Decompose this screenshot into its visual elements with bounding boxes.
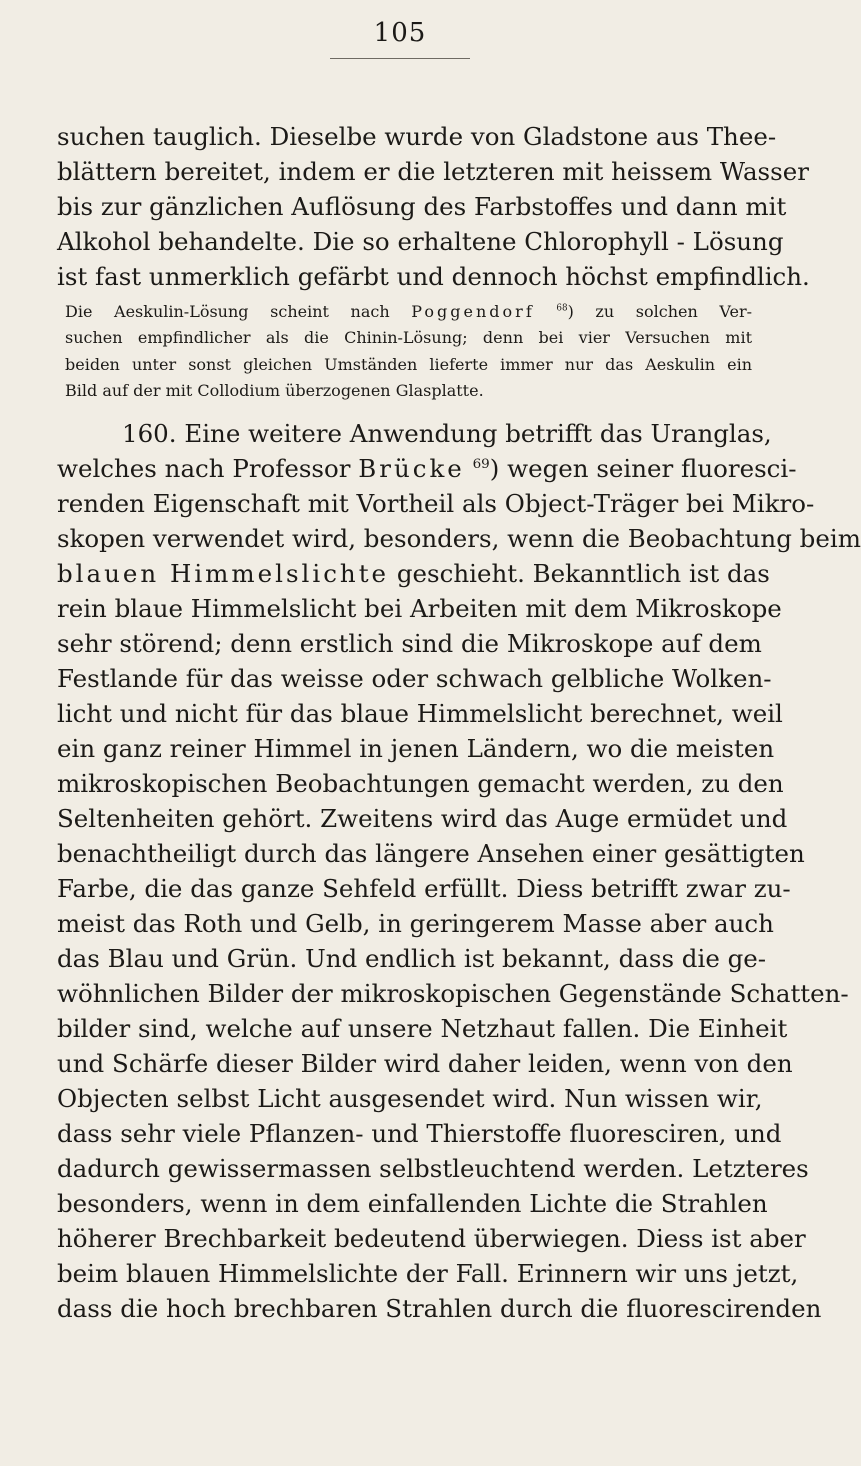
- text-fragment: welches nach Professor: [57, 454, 359, 483]
- text-line: [57, 1431, 752, 1466]
- reference-number: 69: [472, 455, 490, 472]
- author-name: Brücke: [358, 454, 465, 483]
- text-line: mikroskopischen Beobachtungen gemacht werden, zu den: [57, 769, 784, 798]
- text-line: [57, 556, 770, 591]
- text-line: ist fast unmerklich gefärbt und dennoch höchst empfindlich.: [57, 262, 810, 291]
- text-fragment: geschieht. Bekanntlich ist das: [389, 559, 770, 588]
- text-line: blättern bereitet, indem er die letzteren mit heissem Wasser: [57, 157, 809, 186]
- text-line: dadurch gewissermassen selbstleuchtend werden. Letzteres: [57, 1154, 809, 1183]
- text-line: benachtheiligt durch das längere Ansehen einer gesättigten: [57, 839, 805, 868]
- text-line: dass sehr viele Pflanzen- und Thierstoffe fluoresciren, und: [57, 1119, 782, 1148]
- text-line: skopen verwendet wird, besonders, wenn die Beobachtung beim: [57, 524, 861, 553]
- author-name: Poggendorf: [411, 302, 535, 321]
- text-line: bis zur gänzlichen Auflösung des Farbstoffes und dann mit: [57, 192, 787, 221]
- page-number-rule: [330, 58, 470, 59]
- text-line: beim blauen Himmelslichte der Fall. Erinnern wir uns jetzt,: [57, 1259, 799, 1288]
- text-line: Alkohol behandelte. Die so erhaltene Chlorophyll - Lösung: [57, 227, 784, 256]
- text-line: [57, 1326, 752, 1361]
- text-line: renden Eigenschaft mit Vortheil als Object-Träger bei Mikro-: [57, 489, 815, 518]
- text-line: [57, 1361, 752, 1396]
- text-line: sehr störend; denn erstlich sind die Mikroskope auf dem: [57, 629, 762, 658]
- text-line: bilder sind, welche auf unsere Netzhaut fallen. Die Einheit: [57, 1014, 788, 1043]
- note-line: suchen empfindlicher als die Chinin-Lösung; denn bei vier Versuchen mit: [65, 328, 752, 348]
- text-line: 160. Eine weitere Anwendung betrifft das Uranglas,: [122, 419, 772, 448]
- text-line: meist das Roth und Gelb, in geringerem Masse aber auch: [57, 909, 774, 938]
- note-text: ) zu solchen Ver-: [567, 302, 752, 321]
- note-text: Die Aeskulin-Lösung scheint nach: [65, 302, 412, 321]
- text-fragment: ) wegen seiner fluoresci-: [489, 454, 797, 483]
- note-line: Bild auf der mit Collodium überzogenen Glasplatte.: [65, 381, 484, 401]
- spaced-emphasis: blauen Himmelslichte: [57, 559, 390, 588]
- paragraph-1: [57, 119, 810, 294]
- text-line: ein ganz reiner Himmel in jenen Ländern, wo die meisten: [57, 734, 775, 763]
- text-line: licht und nicht für das blaue Himmelslicht berechnet, weil: [57, 699, 783, 728]
- paragraph-160: [57, 416, 861, 1466]
- text-line: Festlande für das weisse oder schwach gelbliche Wolken-: [57, 664, 772, 693]
- page-number: 105: [373, 18, 427, 48]
- text-line: Objecten selbst Licht ausgesendet wird. Nun wissen wir,: [57, 1084, 763, 1113]
- text-line: [57, 1396, 752, 1431]
- text-line: rein blaue Himmelslicht bei Arbeiten mit dem Mikroskope: [57, 594, 782, 623]
- text-line: dass die hoch brechbaren Strahlen durch die fluorescirenden: [57, 1294, 822, 1323]
- text-line: wöhnlichen Bilder der mikroskopischen Gegenstände Schatten-: [57, 979, 849, 1008]
- reference-number: 68: [556, 303, 568, 314]
- text-line: Seltenheiten gehört. Zweitens wird das Auge ermüdet und: [57, 804, 788, 833]
- note-line: [65, 299, 752, 325]
- text-line: Farbe, die das ganze Sehfeld erfüllt. Diess betrifft zwar zu-: [57, 874, 791, 903]
- text-line: höherer Brechbarkeit bedeutend überwiegen. Diess ist aber: [57, 1224, 806, 1253]
- text-line: besonders, wenn in dem einfallenden Lichte die Strahlen: [57, 1189, 768, 1218]
- footnote-block: [65, 299, 752, 405]
- note-line: beiden unter sonst gleichen Umständen lieferte immer nur das Aeskulin ein: [65, 354, 752, 374]
- text-line: und Schärfe dieser Bilder wird daher leiden, wenn von den: [57, 1049, 793, 1078]
- text-line: suchen tauglich. Dieselbe wurde von Gladstone aus Thee-: [57, 122, 777, 151]
- text-line: [57, 451, 797, 486]
- text-line: das Blau und Grün. Und endlich ist bekannt, dass die ge-: [57, 944, 767, 973]
